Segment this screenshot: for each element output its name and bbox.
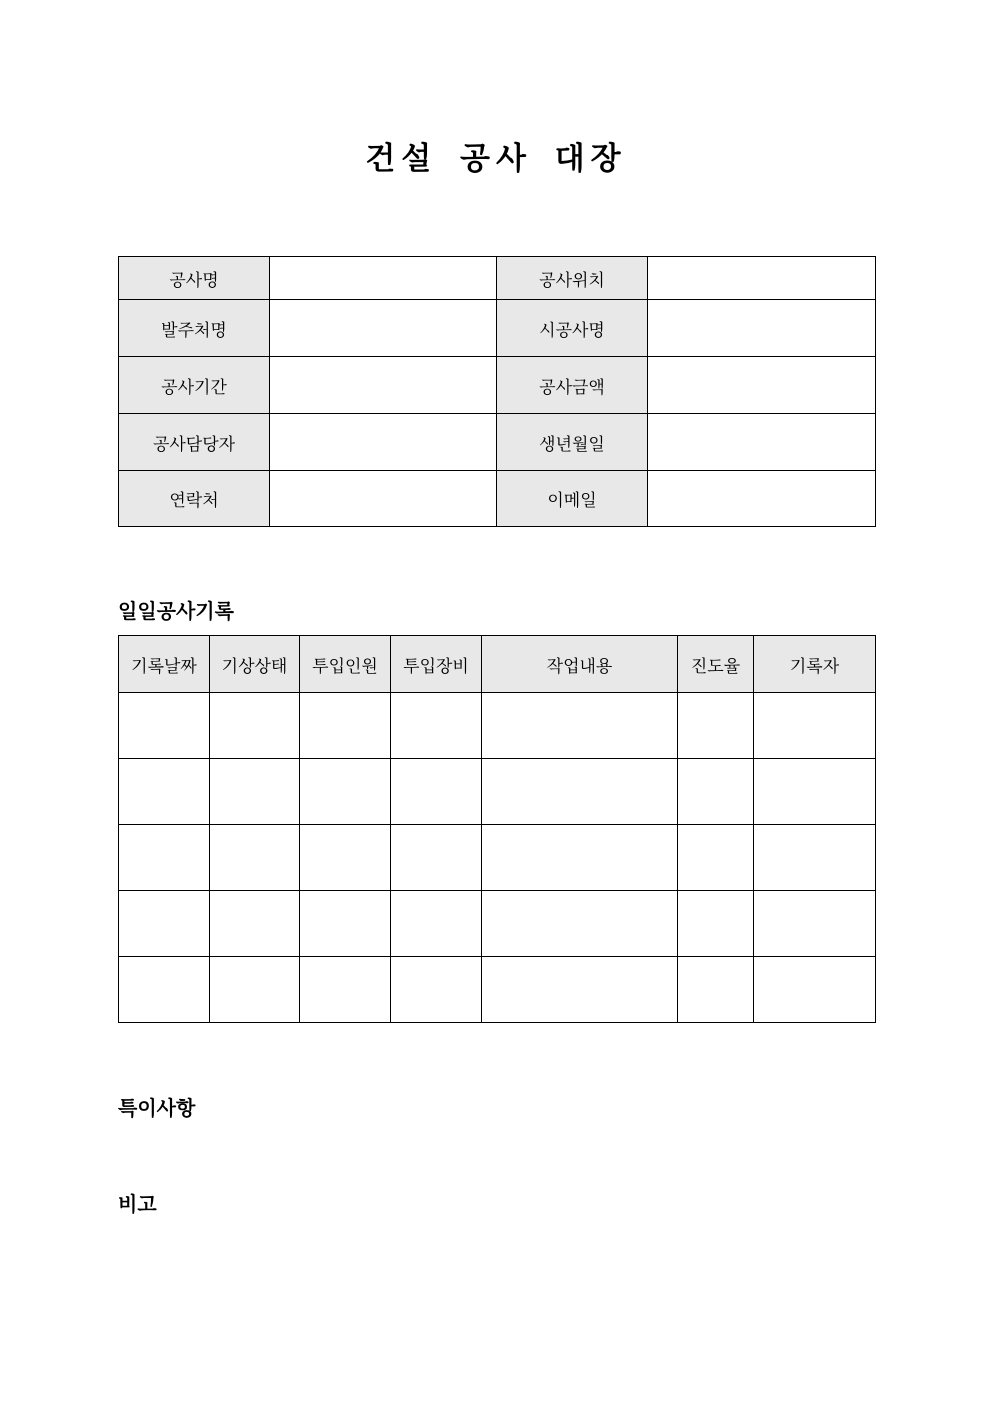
table-cell[interactable]: [119, 891, 210, 957]
column-header-weather: 기상상태: [210, 636, 300, 693]
table-cell[interactable]: [391, 759, 482, 825]
client-name-value[interactable]: [270, 300, 497, 357]
table-cell[interactable]: [754, 693, 876, 759]
remarks-heading: 비고: [118, 1192, 157, 1216]
daily-record-heading: 일일공사기록: [118, 599, 234, 623]
table-row: [119, 825, 876, 891]
table-cell[interactable]: [482, 891, 678, 957]
table-cell[interactable]: [482, 759, 678, 825]
table-cell[interactable]: [482, 825, 678, 891]
contact-label: 연락처: [119, 471, 270, 527]
column-header-equipment: 투입장비: [391, 636, 482, 693]
manager-label: 공사담당자: [119, 414, 270, 471]
table-cell[interactable]: [678, 891, 754, 957]
table-cell[interactable]: [119, 693, 210, 759]
table-cell[interactable]: [754, 957, 876, 1023]
table-cell[interactable]: [210, 825, 300, 891]
project-location-label: 공사위치: [497, 257, 648, 300]
manager-value[interactable]: [270, 414, 497, 471]
client-name-label: 발주처명: [119, 300, 270, 357]
table-row: [119, 759, 876, 825]
table-row: [119, 891, 876, 957]
table-cell[interactable]: [482, 957, 678, 1023]
contractor-name-label: 시공사명: [497, 300, 648, 357]
project-period-value[interactable]: [270, 357, 497, 414]
table-cell[interactable]: [754, 891, 876, 957]
column-header-work-content: 작업내용: [482, 636, 678, 693]
table-cell[interactable]: [678, 825, 754, 891]
remarks-content[interactable]: [118, 1222, 875, 1272]
column-header-date: 기록날짜: [119, 636, 210, 693]
project-name-value[interactable]: [270, 257, 497, 300]
table-cell[interactable]: [678, 693, 754, 759]
table-cell[interactable]: [678, 759, 754, 825]
project-name-label: 공사명: [119, 257, 270, 300]
special-notes-content[interactable]: [118, 1125, 875, 1175]
info-row: [119, 357, 876, 414]
contact-value[interactable]: [270, 471, 497, 527]
document-title: 건설 공사 대장: [365, 141, 627, 177]
table-cell[interactable]: [391, 693, 482, 759]
project-period-label: 공사기간: [119, 357, 270, 414]
daily-record-table: [118, 635, 876, 1023]
table-cell[interactable]: [300, 957, 391, 1023]
info-row: [119, 257, 876, 300]
project-amount-label: 공사금액: [497, 357, 648, 414]
table-cell[interactable]: [300, 891, 391, 957]
column-header-recorder: 기록자: [754, 636, 876, 693]
table-cell[interactable]: [210, 957, 300, 1023]
info-row: [119, 300, 876, 357]
table-cell[interactable]: [678, 957, 754, 1023]
table-cell[interactable]: [300, 693, 391, 759]
email-value[interactable]: [648, 471, 876, 527]
birthdate-value[interactable]: [648, 414, 876, 471]
table-cell[interactable]: [119, 957, 210, 1023]
birthdate-label: 생년월일: [497, 414, 648, 471]
table-cell[interactable]: [391, 825, 482, 891]
project-location-value[interactable]: [648, 257, 876, 300]
table-cell[interactable]: [754, 825, 876, 891]
table-row: [119, 957, 876, 1023]
project-amount-value[interactable]: [648, 357, 876, 414]
table-cell[interactable]: [119, 759, 210, 825]
table-cell[interactable]: [210, 759, 300, 825]
table-header-row: [119, 636, 876, 693]
project-info-table: [118, 256, 876, 527]
special-notes-heading: 특이사항: [118, 1096, 196, 1120]
info-row: [119, 414, 876, 471]
column-header-workers: 투입인원: [300, 636, 391, 693]
column-header-progress: 진도율: [678, 636, 754, 693]
table-row: [119, 693, 876, 759]
email-label: 이메일: [497, 471, 648, 527]
table-cell[interactable]: [210, 693, 300, 759]
table-cell[interactable]: [300, 759, 391, 825]
table-cell[interactable]: [482, 693, 678, 759]
table-cell[interactable]: [119, 825, 210, 891]
contractor-name-value[interactable]: [648, 300, 876, 357]
table-cell[interactable]: [300, 825, 391, 891]
table-cell[interactable]: [754, 759, 876, 825]
info-row: [119, 471, 876, 527]
table-cell[interactable]: [391, 957, 482, 1023]
table-cell[interactable]: [391, 891, 482, 957]
table-cell[interactable]: [210, 891, 300, 957]
